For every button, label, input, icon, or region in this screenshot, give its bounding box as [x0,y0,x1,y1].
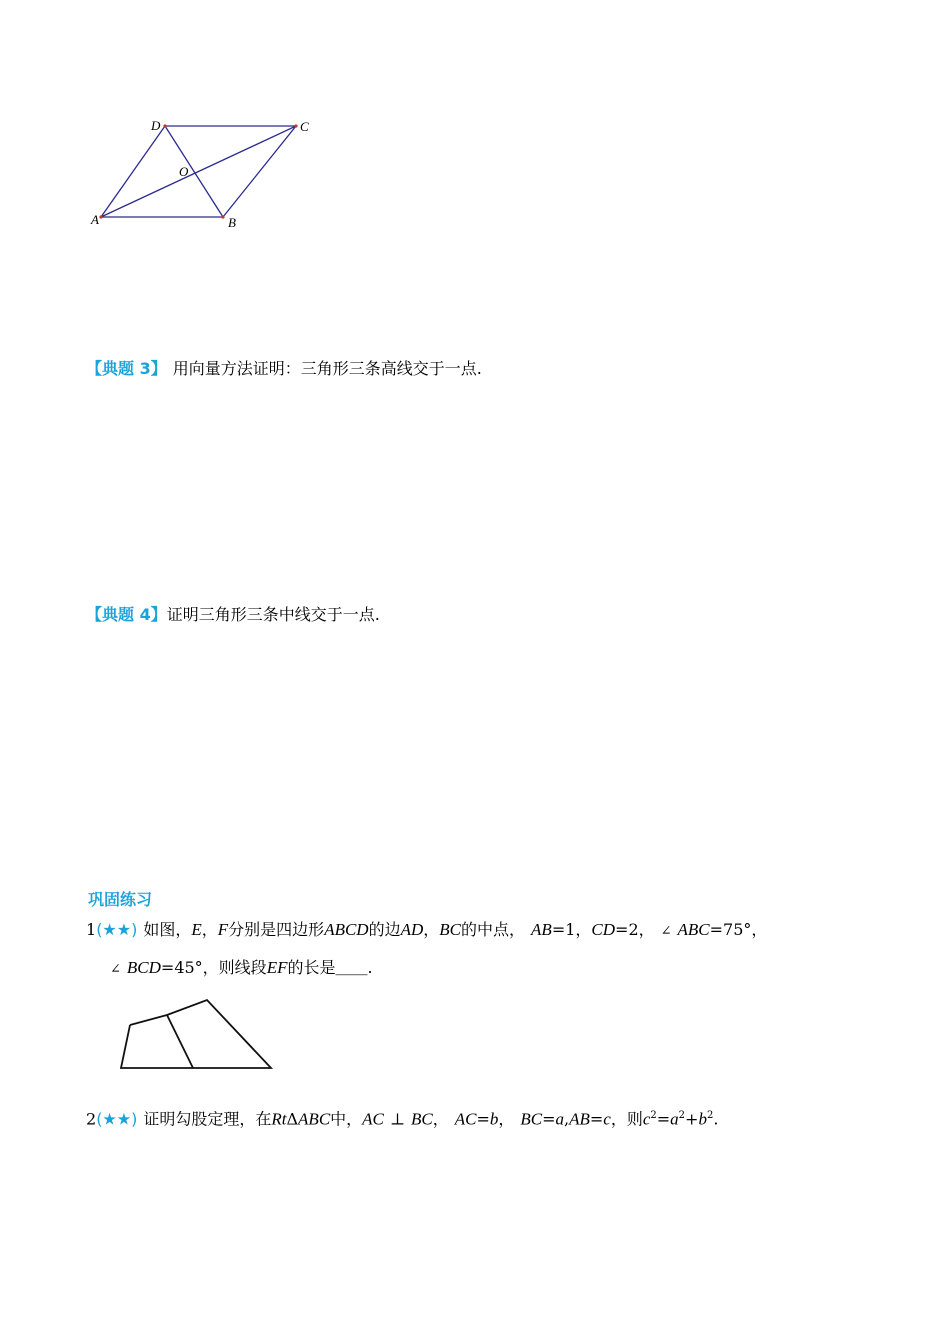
q1-text: 的边 [368,920,401,939]
example4-text: 证明三角形三条中线交于一点. [166,605,380,624]
diagonal-ac [101,126,296,217]
quadrilateral-figure [108,990,288,1082]
q2-text: ， [432,1109,449,1129]
segment-ad [101,126,165,217]
q1-text: ， [423,920,440,939]
q2-text: = [656,1109,671,1129]
q1-math: AD [400,920,424,939]
q2-math: Rt [271,1109,287,1129]
q2-math: AC [362,1109,384,1129]
q2-text: , [564,1109,570,1129]
q1-text: ， [201,920,218,939]
q2-text: = [476,1109,490,1129]
q1-math: CD [591,920,616,939]
q1-math: AB [531,920,552,939]
q2-text: = [542,1109,556,1129]
example4-line [86,605,380,625]
q2-exponent: 2 [650,1110,657,1121]
q2-text: Δ [286,1109,299,1129]
q1-math: F [217,920,229,939]
q2-exponent: 2 [678,1110,686,1121]
q2-text: 中， [330,1109,363,1129]
q1-stars: (★★) [96,920,138,939]
label-a: A [91,212,99,227]
q2-text: 证明勾股定理，在 [143,1109,272,1129]
q1-text: =75°， [709,920,768,939]
q1-math: EF [266,958,288,977]
q2-math: AB [569,1109,590,1129]
q2-math: AC [454,1109,477,1129]
angle-symbol: ∠ [110,962,121,977]
angle-symbol: ∠ [660,924,672,939]
perp-symbol: ⊥ [389,1109,405,1129]
q2-text: ，则 [610,1109,643,1129]
q2-stars: (★★) [96,1109,138,1129]
segment-ef [167,1015,193,1068]
q1-text: 的长是 [287,958,336,977]
q1-text: =1， [551,920,592,939]
q1-text: =2， [615,920,655,939]
q2-text: + [685,1109,699,1129]
q1-number: 1 [86,920,97,939]
label-o: O [179,164,189,179]
example4-tag: 【典题 4】 [86,605,167,624]
q1-line1 [86,920,767,942]
quadrilateral-outline [121,1000,271,1068]
q2-math: b [489,1109,499,1129]
label-c: C [300,119,309,134]
parallelogram-figure [80,110,340,240]
label-b: B [228,215,236,230]
q1-text: 的中点， [461,920,526,939]
q1-text: =45°，则线段 [160,958,267,977]
example3-text: 用向量方法证明：三角形三条高线交于一点. [172,359,482,378]
q1-math: BCD [126,958,161,977]
q1-math: ABC [677,920,710,939]
q2-text: . [713,1109,719,1129]
answer-blank: ＿＿. [335,958,373,977]
example3-line [86,359,482,379]
example3-tag: 【典题 3】 [86,359,167,378]
q2-math: b [698,1109,707,1129]
q1-math: ABCD [324,920,369,939]
q1-math: BC [439,920,462,939]
q2-math: BC [520,1109,543,1129]
practice-heading: 巩固练习 [88,890,153,909]
q1-line2 [110,958,373,980]
q2-text: ， [498,1109,515,1129]
q2-line [86,1106,718,1129]
q2-number: 2 [86,1109,97,1129]
q1-math: E [191,920,202,939]
diagonal-bd [165,126,223,217]
q2-math: c [603,1109,611,1129]
q2-exponent: 2 [706,1110,714,1121]
q1-text: 如图， [143,920,192,939]
q2-math: a [670,1109,679,1129]
q2-math: a [555,1109,564,1129]
q2-math: ABC [298,1109,331,1129]
q2-math: c [642,1109,651,1129]
q1-text: 分别是四边形 [228,920,325,939]
q2-math: BC [410,1109,433,1129]
label-d: D [151,118,161,133]
segment-bc [223,126,296,217]
q2-text: = [589,1109,604,1129]
